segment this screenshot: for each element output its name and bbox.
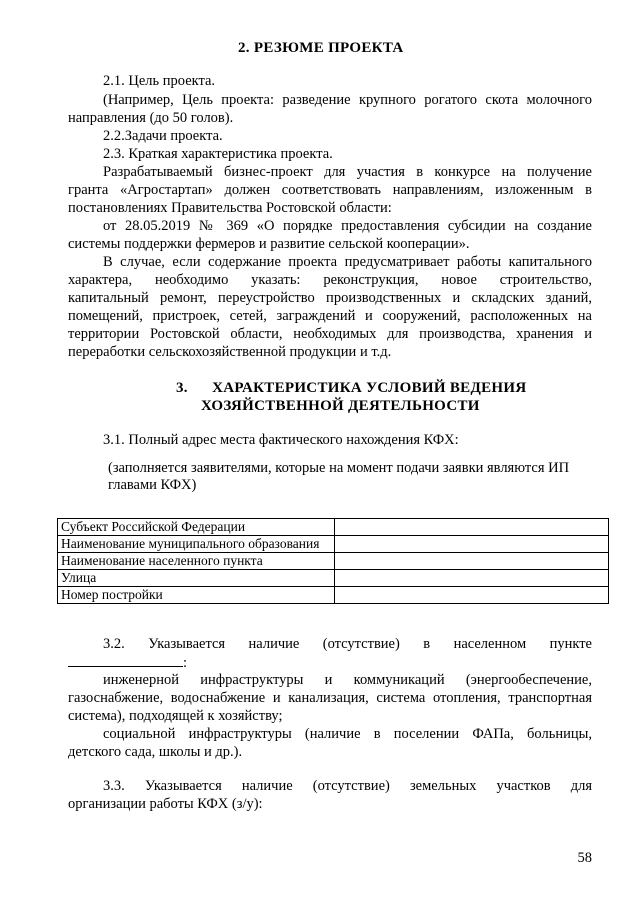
- infra-colon: :: [183, 655, 188, 671]
- table-row: [58, 553, 609, 570]
- section-3-heading-line1: 3. ХАРАКТЕРИСТИКА УСЛОВИЙ ВЕДЕНИЯ: [176, 380, 527, 396]
- goal-example-line1: (Например, Цель проекта: разведение крупного рогатого скота молочного: [103, 92, 592, 108]
- infra-soc-line1: социальной инфраструктуры (наличие в поселении ФАПа, больницы,: [103, 726, 592, 742]
- fill-in-blank: [68, 654, 183, 667]
- address-note-line1: (заполняется заявителями, которые на момент подачи заявки являются ИП: [108, 460, 570, 476]
- para1-line2: гранта «Агростартап» должен соответствовать направлениям, изложенным в: [68, 182, 592, 198]
- infra-blank-line: [68, 654, 187, 672]
- section-3-heading-line2: ХОЗЯЙСТВЕННОЙ ДЕЯТЕЛЬНОСТИ: [201, 398, 480, 414]
- infra-line1: 3.2. Указывается наличие (отсутствие) в населенном пункте: [103, 636, 592, 652]
- address-label: 3.1. Полный адрес места фактического нахождения КФХ:: [103, 432, 459, 448]
- table-cell-label: Улица: [58, 570, 335, 587]
- infra-eng-line1: инженерной инфраструктуры и коммуникаций (энергообеспечение,: [103, 672, 592, 688]
- infra-eng-line3: система), подходящей к хозяйству;: [68, 708, 283, 724]
- para3-line2: характера, необходимо указать: реконструкция, новое строительство,: [68, 272, 592, 288]
- goal-example-line2: направления (до 50 голов).: [68, 110, 234, 126]
- land-line2: организации работы КФХ (з/у):: [68, 796, 263, 812]
- table-cell-label: Субъект Российской Федерации: [58, 519, 335, 536]
- para2-line2: системы поддержки фермеров и развитие сельской кооперации».: [68, 236, 470, 252]
- table-cell-value: [335, 536, 609, 553]
- para1-line1: Разрабатываемый бизнес-проект для участия в конкурсе на получение: [103, 164, 592, 180]
- section-2-heading: 2. РЕЗЮМЕ ПРОЕКТА: [238, 40, 404, 56]
- table-cell-value: [335, 570, 609, 587]
- address-table: [57, 518, 609, 604]
- table-row: [58, 570, 609, 587]
- table-cell-label: Наименование населенного пункта: [58, 553, 335, 570]
- para2-line1: от 28.05.2019 № 369 «О порядке предоставления субсидии на создание: [103, 218, 592, 234]
- table-row: [58, 536, 609, 553]
- table-cell-value: [335, 553, 609, 570]
- table-cell-label: Наименование муниципального образования: [58, 536, 335, 553]
- table-cell-value: [335, 519, 609, 536]
- para3-line5: территории Ростовской области, необходимых для производства, хранения и: [68, 326, 592, 342]
- table-row: [58, 587, 609, 604]
- infra-eng-line2: газоснабжение, водоснабжение и канализация, система отопления, транспортная: [68, 690, 592, 706]
- brief-label: 2.3. Краткая характеристика проекта.: [103, 146, 333, 162]
- land-line1: 3.3. Указывается наличие (отсутствие) земельных участков для: [103, 778, 592, 794]
- address-note-line2: главами КФХ): [108, 477, 197, 493]
- table-cell-label: Номер постройки: [58, 587, 335, 604]
- tasks-label: 2.2.Задачи проекта.: [103, 128, 223, 144]
- table-cell-value: [335, 587, 609, 604]
- para3-line4: помещений, пристроек, сетей, заграждений и сооружений, расположенных на: [68, 308, 592, 324]
- para3-line6: переработки сельскохозяйственной продукции и т.д.: [68, 344, 392, 360]
- table-row: [58, 519, 609, 536]
- page-number: 58: [577, 850, 592, 866]
- para3-line3: капитальный ремонт, переустройство производственных и складских зданий,: [68, 290, 592, 306]
- para3-line1: В случае, если содержание проекта предусматривает работы капитального: [103, 254, 592, 270]
- infra-soc-line2: детского сада, школы и др.).: [68, 744, 243, 760]
- para1-line3: постановлениях Правительства Ростовской области:: [68, 200, 392, 216]
- goal-label: 2.1. Цель проекта.: [103, 73, 216, 89]
